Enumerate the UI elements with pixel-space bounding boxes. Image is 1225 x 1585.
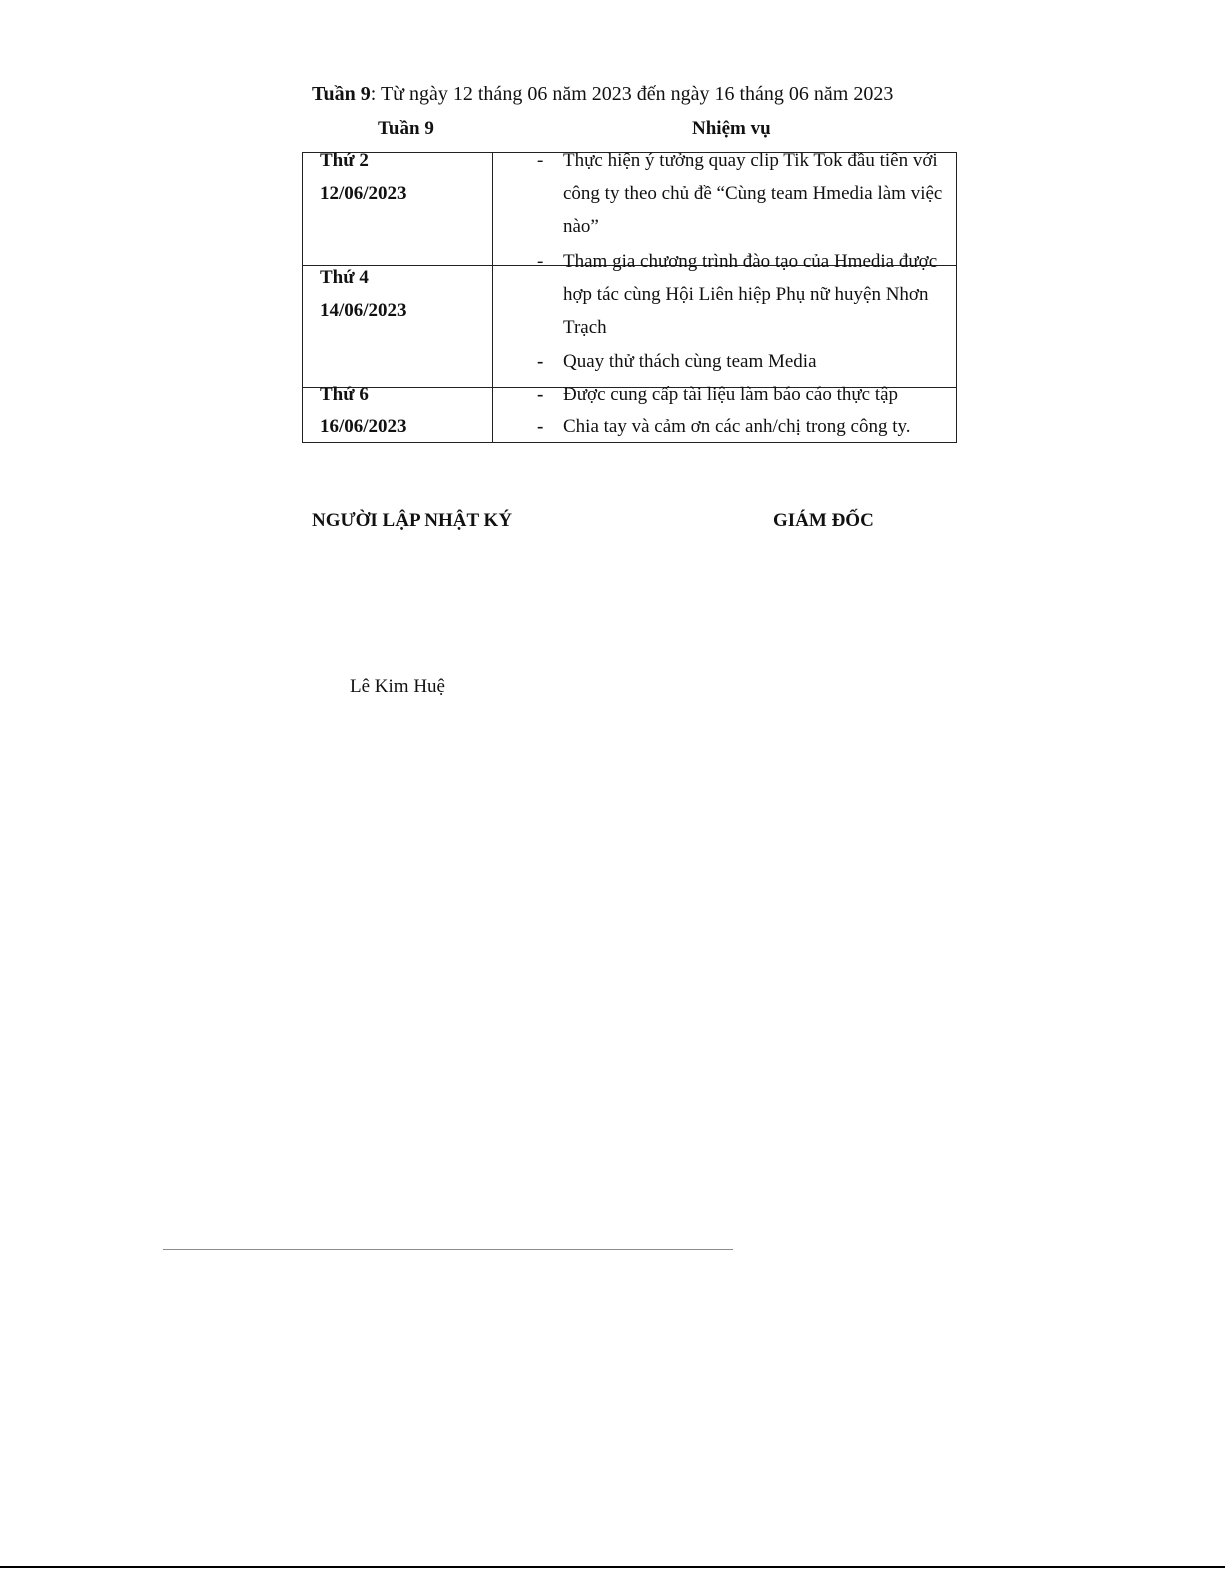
table-column-divider bbox=[492, 152, 493, 443]
bullet-dash: - bbox=[537, 416, 544, 437]
task-line: Chia tay và cảm ơn các anh/chị trong công ty. bbox=[563, 416, 911, 437]
author-name: Lê Kim Huệ bbox=[350, 676, 445, 697]
page-bottom-border bbox=[0, 1566, 1225, 1568]
row-day: Thứ 2 bbox=[320, 150, 369, 171]
week-heading bbox=[312, 83, 893, 106]
task-line: Thực hiện ý tưởng quay clip Tik Tok đầu tiên với bbox=[563, 150, 938, 171]
director-title: GIÁM ĐỐC bbox=[773, 510, 874, 531]
bullet-dash: - bbox=[537, 251, 544, 272]
bullet-dash: - bbox=[537, 384, 544, 405]
footnote-separator bbox=[163, 1249, 733, 1250]
diary-author-title: NGƯỜI LẬP NHẬT KÝ bbox=[312, 510, 513, 531]
row-day: Thứ 4 bbox=[320, 267, 369, 288]
task-line: công ty theo chủ đề “Cùng team Hmedia làm việc bbox=[563, 183, 943, 204]
row-day: Thứ 6 bbox=[320, 384, 369, 405]
row-date: 14/06/2023 bbox=[320, 300, 407, 321]
task-line: Tham gia chương trình đào tạo của Hmedia được bbox=[563, 251, 938, 272]
week-date-range: : Từ ngày 12 tháng 06 năm 2023 đến ngày 16 tháng 06 năm 2023 bbox=[370, 83, 894, 105]
column-header-tasks: Nhiệm vụ bbox=[692, 118, 771, 139]
column-header-week: Tuần 9 bbox=[378, 118, 434, 139]
task-line: Trạch bbox=[563, 317, 607, 338]
row-date: 16/06/2023 bbox=[320, 416, 407, 437]
bullet-dash: - bbox=[537, 351, 544, 372]
row-date: 12/06/2023 bbox=[320, 183, 407, 204]
task-line: Được cung cấp tài liệu làm báo cáo thực tập bbox=[563, 384, 899, 405]
task-line: hợp tác cùng Hội Liên hiệp Phụ nữ huyện Nhơn bbox=[563, 284, 929, 305]
task-line: Quay thử thách cùng team Media bbox=[563, 351, 817, 372]
bullet-dash: - bbox=[537, 150, 544, 171]
week-label: Tuần 9 bbox=[312, 83, 371, 105]
task-line: nào” bbox=[563, 216, 599, 237]
